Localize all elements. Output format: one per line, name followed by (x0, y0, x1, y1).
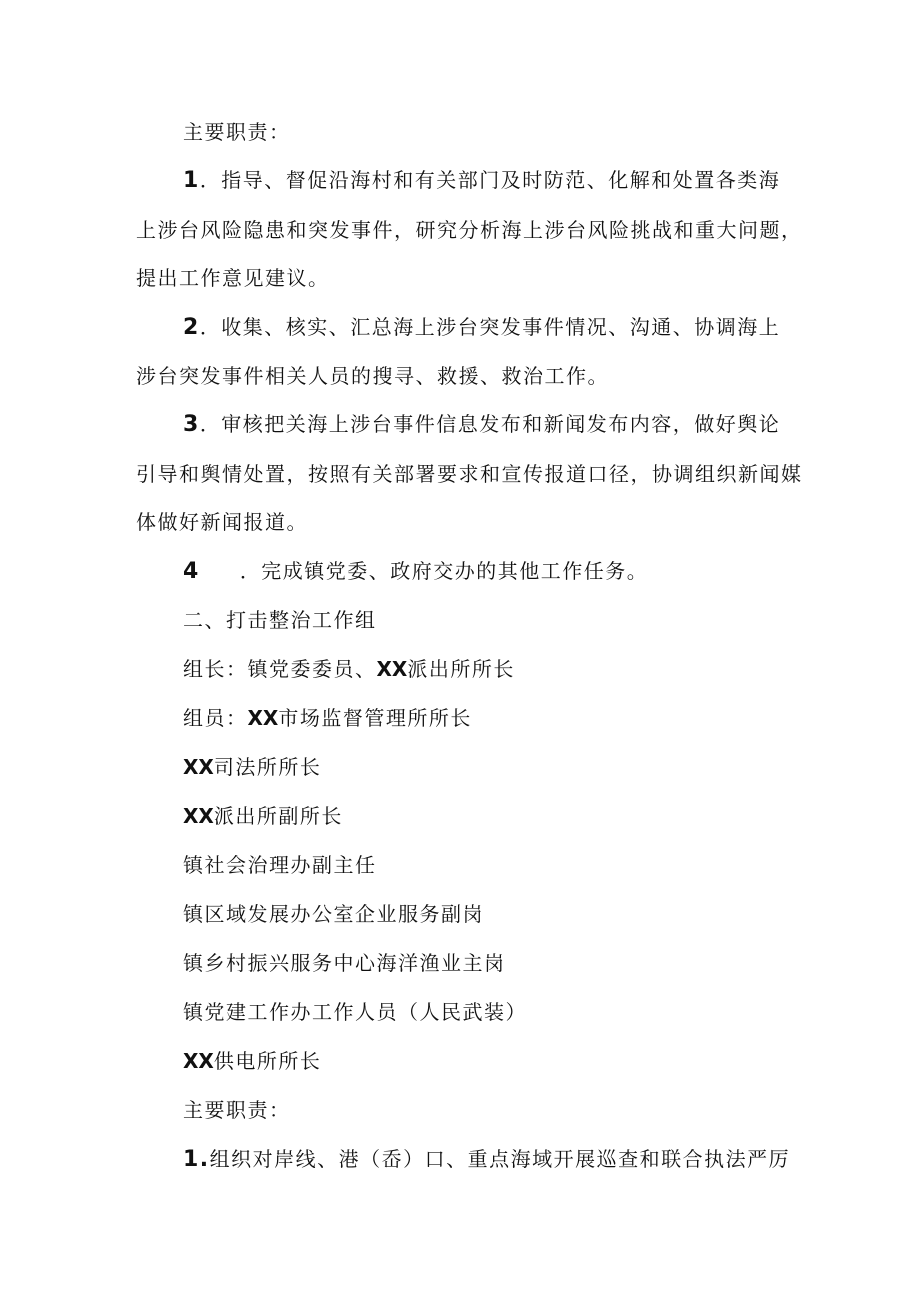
item-text: ．审核把关海上涉台事件信息发布和新闻发布内容，做好舆论 (199, 412, 781, 436)
member-placeholder: XX (183, 755, 214, 779)
member-placeholder: XX (247, 706, 279, 730)
group-member-3 (183, 802, 343, 830)
item-text: ．完成镇党委、政府交办的其他工作任务。 (239, 559, 649, 583)
duty-item-3-line-3: 体做好新闻报道。 (136, 510, 308, 534)
item-text: ．指导、督促沿海村和有关部门及时防范、化解和处置各类海 (199, 168, 781, 192)
duty-item-2-line-2: 涉台突发事件相关人员的搜寻、救援、救治工作。 (136, 364, 609, 388)
member-role: 司法所所长 (213, 755, 322, 779)
member-prefix: 组员： (183, 706, 248, 730)
group-member-5: 镇区域发展办公室企业服务副岗 (183, 902, 484, 926)
duty-item-1-line-1 (183, 166, 780, 195)
item-text: ．收集、核实、汇总海上涉台突发事件情况、沟通、协调海上 (199, 315, 781, 339)
item-number: 2 (183, 315, 200, 340)
leader-placeholder: XX (376, 657, 408, 681)
leader-suffix: 派出所所长 (407, 657, 515, 681)
duty-item-3-line-1 (183, 410, 780, 439)
section-title: 二、打击整治工作组 (183, 608, 377, 632)
item-number: 3 (183, 412, 200, 437)
member-placeholder: XX (183, 1049, 214, 1073)
duty-item-4-line-1 (183, 557, 648, 586)
group-member-2 (183, 753, 321, 781)
group-leader (183, 655, 515, 683)
duty-item-1-line-2: 上涉台风险隐患和突发事件，研究分析海上涉台风险挑战和重大问题， (136, 218, 803, 242)
group-member-4: 镇社会治理办副主任 (183, 853, 377, 877)
member-placeholder: XX (183, 804, 214, 828)
group-member-8 (183, 1047, 321, 1075)
item-number: 1 (183, 168, 200, 193)
duty-2-item-1-line-1 (183, 1145, 790, 1174)
member-role: 市场监督管理所所长 (278, 706, 472, 730)
duty-item-1-line-3: 提出工作意见建议。 (136, 266, 330, 290)
item-number: 1. (183, 1147, 210, 1172)
group-member-6: 镇乡村振兴服务中心海洋渔业主岗 (183, 951, 506, 975)
duty-item-3-line-2: 引导和舆情处置，按照有关部署要求和宣传报道口径，协调组织新闻媒 (136, 462, 803, 486)
member-role: 派出所副所长 (213, 804, 343, 828)
member-role: 供电所所长 (213, 1049, 322, 1073)
group-member-7: 镇党建工作办工作人员（人民武装） (183, 1000, 527, 1024)
item-text: 组织对岸线、港（岙）口、重点海域开展巡查和联合执法严厉 (209, 1147, 791, 1171)
duties-heading: 主要职责： (183, 120, 291, 144)
leader-prefix: 组长：镇党委委员、 (183, 657, 377, 681)
group-member-1 (183, 704, 472, 732)
duties-heading-2: 主要职责： (183, 1098, 291, 1122)
item-number: 4 (183, 559, 200, 584)
duty-item-2-line-1 (183, 313, 780, 342)
